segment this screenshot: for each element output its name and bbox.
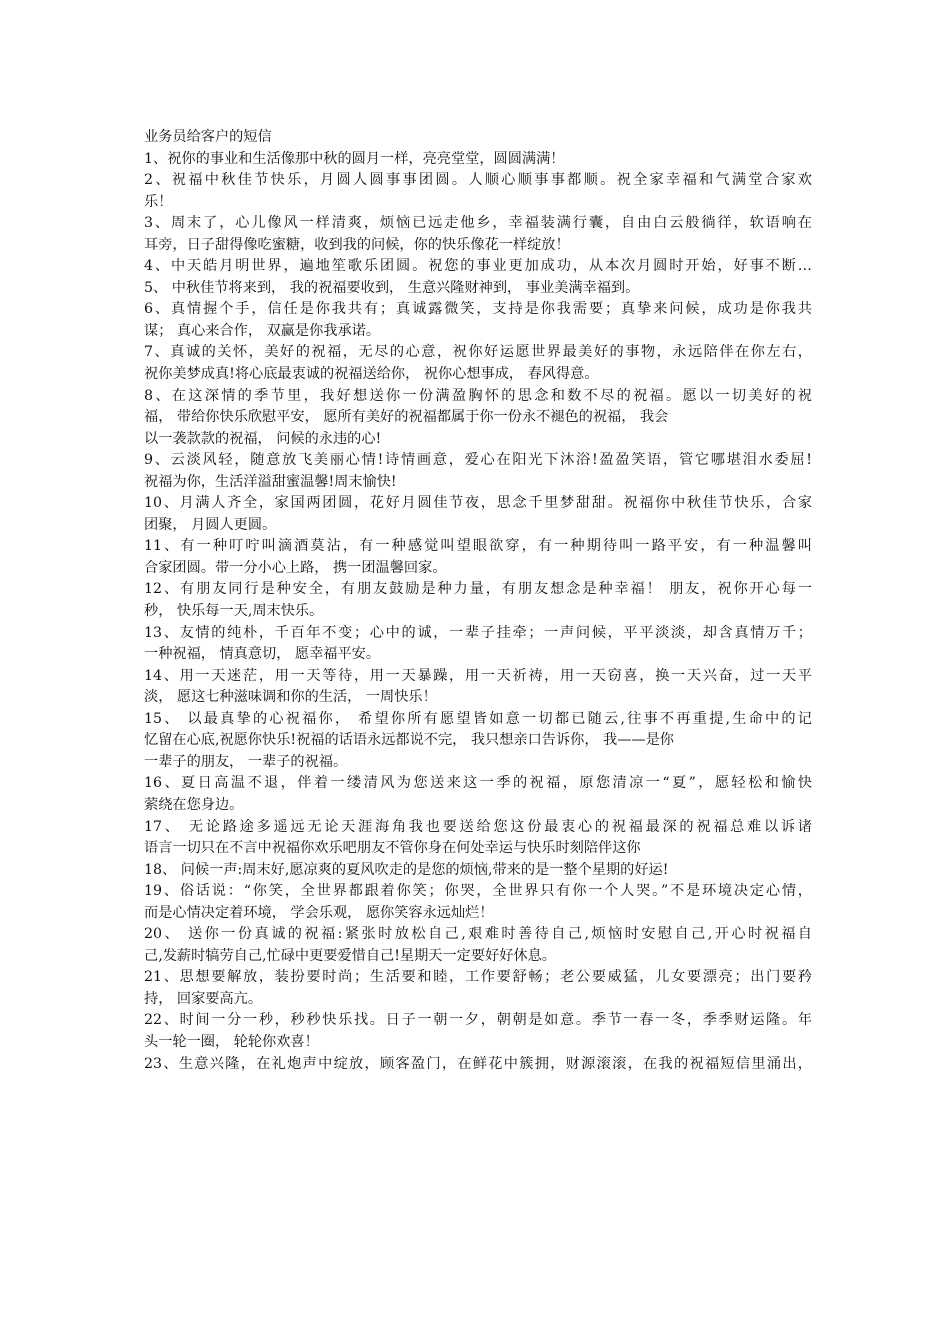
text-line: 19、俗话说：“你笑，全世界都跟着你笑；你哭，全世界只有你一个人哭。”不是环境决定心情， [144,883,812,900]
text-line: 10、月满人齐全，家国两团圆，花好月圆佳节夜，思念千里梦甜甜。祝福你中秋佳节快乐，合家 [144,495,812,512]
text-line: 耳旁，日子甜得像吃蜜糖，收到我的问候，你的快乐像花一样绽放！ [144,236,570,253]
text-line: 11、有一种叮咛叫滴酒莫沾，有一种感觉叫望眼欲穿，有一种期待叫一路平安，有一种温馨叫 [144,538,812,555]
text-line: 7、真诚的关怀，美好的祝福，无尽的心意，祝你好运愿世界最美好的事物，永远陪伴在你左右， [144,344,812,361]
text-line: 6、真情握个手，信任是你我共有；真诚露微笑，支持是你我需要；真挚来问候，成功是你我共 [144,301,812,318]
text-line: 21、思想要解放，装扮要时尚；生活要和睦，工作要舒畅；老公要威猛，儿女要漂亮；出门要矜 [144,969,812,986]
text-line: 5、 中秋佳节将来到， 我的祝福要收到， 生意兴隆财神到， 事业美满幸福到。 [144,279,640,296]
text-line: 秒， 快乐每一天,周末快乐。 [144,603,324,620]
text-line: 9、云淡风轻，随意放飞美丽心情!诗情画意，爱心在阳光下沐浴!盈盈笑语，管它哪堪泪水委屈! [144,452,812,469]
text-line: 17、 无论路途多遥远无论天涯海角我也要送给您这份最衷心的祝福最深的祝福总难以诉诸 [144,818,812,835]
document-lines [144,149,812,1076]
text-line: 团聚， 月圆人更圆。 [144,516,277,533]
text-line: 16、夏日高温不退，伴着一缕清风为您送来这一季的祝福，原您清凉一“夏”，愿轻松和愉快 [144,775,812,792]
text-line: 淡， 愿这七种滋味调和你的生活， 一周快乐！ [144,689,437,706]
text-line: 20、 送你一份真诚的祝福:紧张时放松自己,艰难时善待自己,烦恼时安慰自己,开心时祝福自 [144,926,812,943]
text-line: 祝福为你，生活洋溢甜蜜温馨!周末愉快! [144,473,397,490]
text-line: 14、用一天迷茫，用一天等待，用一天暴躁，用一天祈祷，用一天窃喜，换一天兴奋，过一天平 [144,667,812,684]
text-line: 18、 问候一声:周末好,愿凉爽的夏风吹走的是您的烦恼,带来的是一整个星期的好运! [144,861,669,878]
text-line: 15、 以最真挚的心祝福你， 希望你所有愿望皆如意一切都已随云,往事不再重提,生命中的记 [144,710,812,727]
text-line: 一辈子的朋友， 一辈子的祝福。 [144,753,348,770]
text-line: 22、时间一分一秒，秒秒快乐找。日子一朝一夕，朝朝是如意。季节一春一冬，季季财运隆。年 [144,1012,812,1029]
text-line: 3、周末了，心儿像风一样清爽，烦恼已远走他乡，幸福装满行囊，自由白云般徜徉，软语响在 [144,215,812,232]
text-line: 萦绕在您身边。 [144,796,244,813]
text-line: 乐！ [144,193,173,210]
text-line: 12、有朋友同行是种安全，有朋友鼓励是种力量，有朋友想念是种幸福！ 朋友，祝你开心每一 [144,581,812,598]
text-line: 4、中天皓月明世界，遍地笙歌乐团圆。祝您的事业更加成功，从本次月圆时开始，好事不断… [144,258,812,275]
text-line: 8、在这深情的季节里，我好想送你一份满盈胸怀的思念和数不尽的祝福。愿以一切美好的祝 [144,387,812,404]
text-line: 语言一切只在不言中祝福你欢乐吧朋友不管你身在何处幸运与快乐时刻陪伴这你 [144,840,641,857]
text-line: 一种祝福， 情真意切， 愿幸福平安。 [144,646,381,663]
text-line: 合家团圆。带一分小心上路， 携一团温馨回家。 [144,559,447,576]
text-line: 以一袭款款的祝福， 问候的永违的心! [144,430,382,447]
text-line: 2、祝福中秋佳节快乐，月圆人圆事事团圆。人顺心顺事事都顺。祝全家幸福和气满堂合家欢 [144,172,812,189]
text-line: 持， 回家要高亢。 [144,990,263,1007]
document-title: 业务员给客户的短信 [144,129,272,145]
text-line: 头一轮一圈， 轮轮你欢喜！ [144,1033,319,1050]
text-line: 祝你美梦成真!将心底最衷诚的祝福送给你， 祝你心想事成， 春风得意。 [144,366,599,383]
text-line: 1、祝你的事业和生活像那中秋的圆月一样，亮亮堂堂，圆圆满满！ [144,150,565,167]
text-line: 谋； 真心来合作， 双赢是你我承诺。 [144,322,381,339]
text-line: 己,发薪时犒劳自己,忙碌中更要爱惜自己!星期天一定要好好休息。 [144,947,556,964]
text-line: 福， 带给你快乐欣慰平安， 愿所有美好的祝福都属于你一份永不褪色的祝福， 我会 [144,409,669,426]
text-line: 而是心情决定着环境， 学会乐观， 愿你笑容永远灿烂！ [144,904,494,921]
document-body [144,127,812,1075]
text-line: 23、生意兴隆，在礼炮声中绽放，顾客盈门，在鲜花中簇拥，财源滚滚，在我的祝福短信里涌出， [144,1055,812,1072]
text-line: 忆留在心底,祝愿你快乐!祝福的话语永远都说不完， 我只想亲口告诉你， 我——是你 [144,732,674,749]
text-line: 13、友情的纯朴，千百年不变；心中的诚，一辈子挂牵；一声问候，平平淡淡，却含真情万千； [144,624,812,641]
